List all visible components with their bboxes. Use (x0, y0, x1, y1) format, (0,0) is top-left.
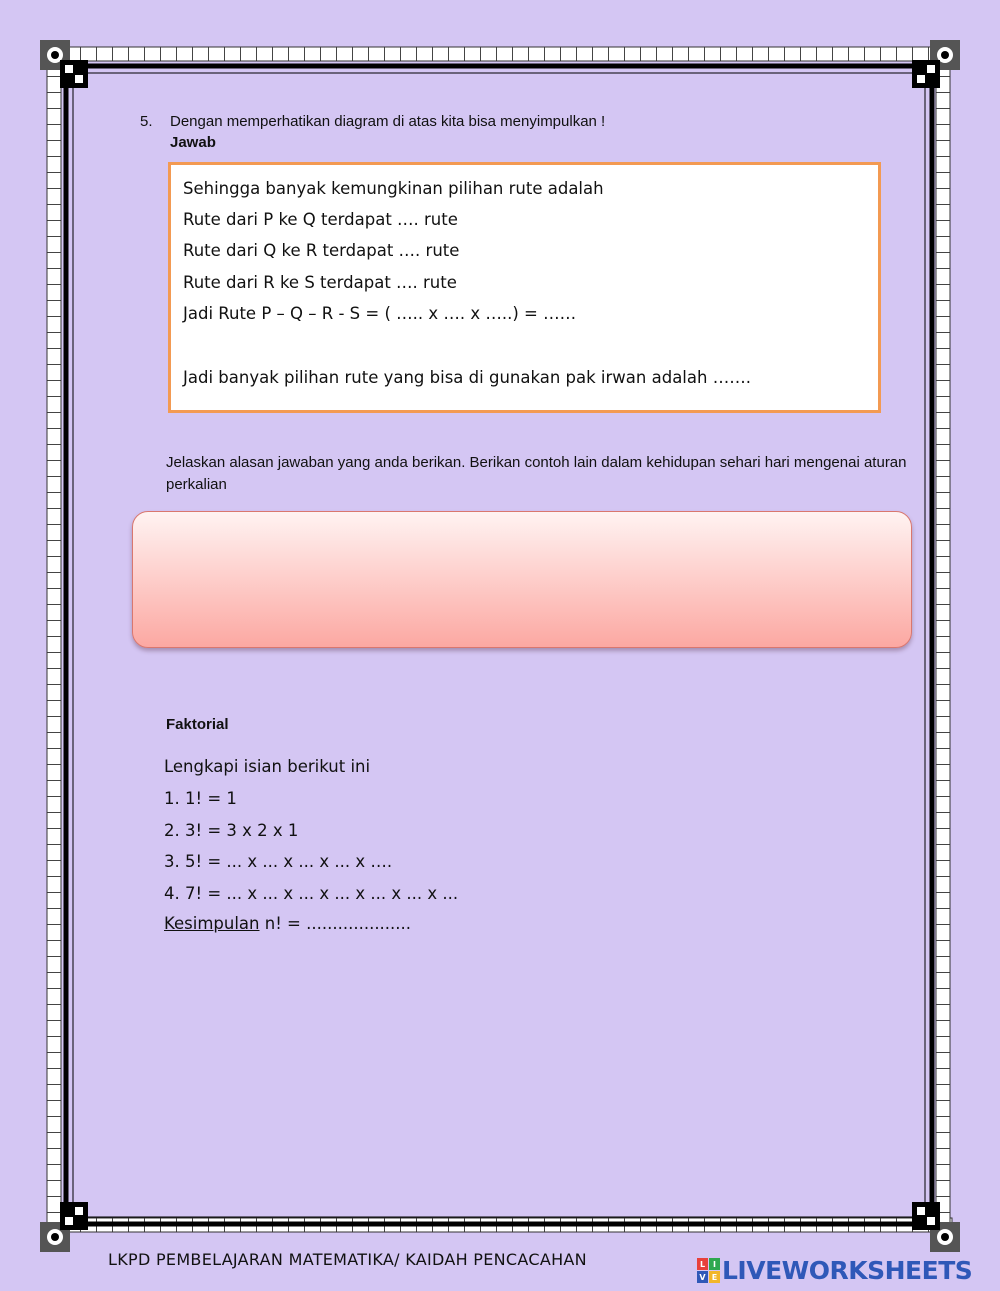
question-text: Dengan memperhatikan diagram di atas kita bisa menyimpulkan ! (170, 113, 606, 130)
answer-line: Jadi banyak pilihan rute yang bisa di gunakan pak irwan adalah ……. (183, 368, 751, 387)
answer-line: Sehingga banyak kemungkinan pilihan rute adalah (183, 179, 604, 198)
corner-ornament-bottom-right (912, 1202, 960, 1252)
answer-line: Rute dari Q ke R terdapat …. rute (183, 241, 460, 260)
logo-icon-letter: L (697, 1258, 708, 1270)
faktorial-instruction: Lengkapi isian berikut ini (164, 757, 371, 776)
explain-prompt: Jelaskan alasan jawaban yang anda berikan. Berikan contoh lain dalam kehidupan sehari hari mengenai aturan perkalian (166, 454, 907, 493)
faktorial-conclusion (164, 914, 411, 933)
conclusion-text: n! = .................... (259, 914, 412, 933)
logo-text: LIVEWORKSHEETS (722, 1255, 973, 1285)
answer-line: Rute dari P ke Q terdapat …. rute (183, 210, 458, 229)
faktorial-title: Faktorial (166, 716, 229, 733)
faktorial-item: 4. 7! = ... x ... x ... x ... x ... x ... x ... (164, 884, 459, 903)
faktorial-item: 3. 5! = ... x ... x ... x ... x …. (164, 852, 393, 871)
faktorial-item: 2. 3! = 3 x 2 x 1 (164, 821, 299, 840)
liveworksheets-logo-icon (697, 1258, 719, 1282)
question-number: 5. (140, 113, 153, 130)
logo-icon-letter: I (709, 1258, 720, 1270)
faktorial-item: 1. 1! = 1 (164, 789, 237, 808)
explanation-answer-field[interactable] (132, 511, 912, 648)
answer-label: Jawab (170, 134, 216, 151)
conclusion-label: Kesimpulan (164, 914, 260, 933)
answer-box (168, 162, 881, 413)
answer-line: Jadi Rute P – Q – R - S = ( ….. x …. x …..) = …… (183, 304, 577, 323)
logo-icon-letter: E (709, 1271, 720, 1283)
question-5 (140, 113, 605, 130)
logo-icon-letter: V (697, 1271, 708, 1283)
footer-title: LKPD PEMBELAJARAN MATEMATIKA/ KAIDAH PENCACAHAN (108, 1250, 587, 1269)
liveworksheets-logo[interactable] (697, 1256, 972, 1284)
answer-line: Rute dari R ke S terdapat …. rute (183, 273, 457, 292)
